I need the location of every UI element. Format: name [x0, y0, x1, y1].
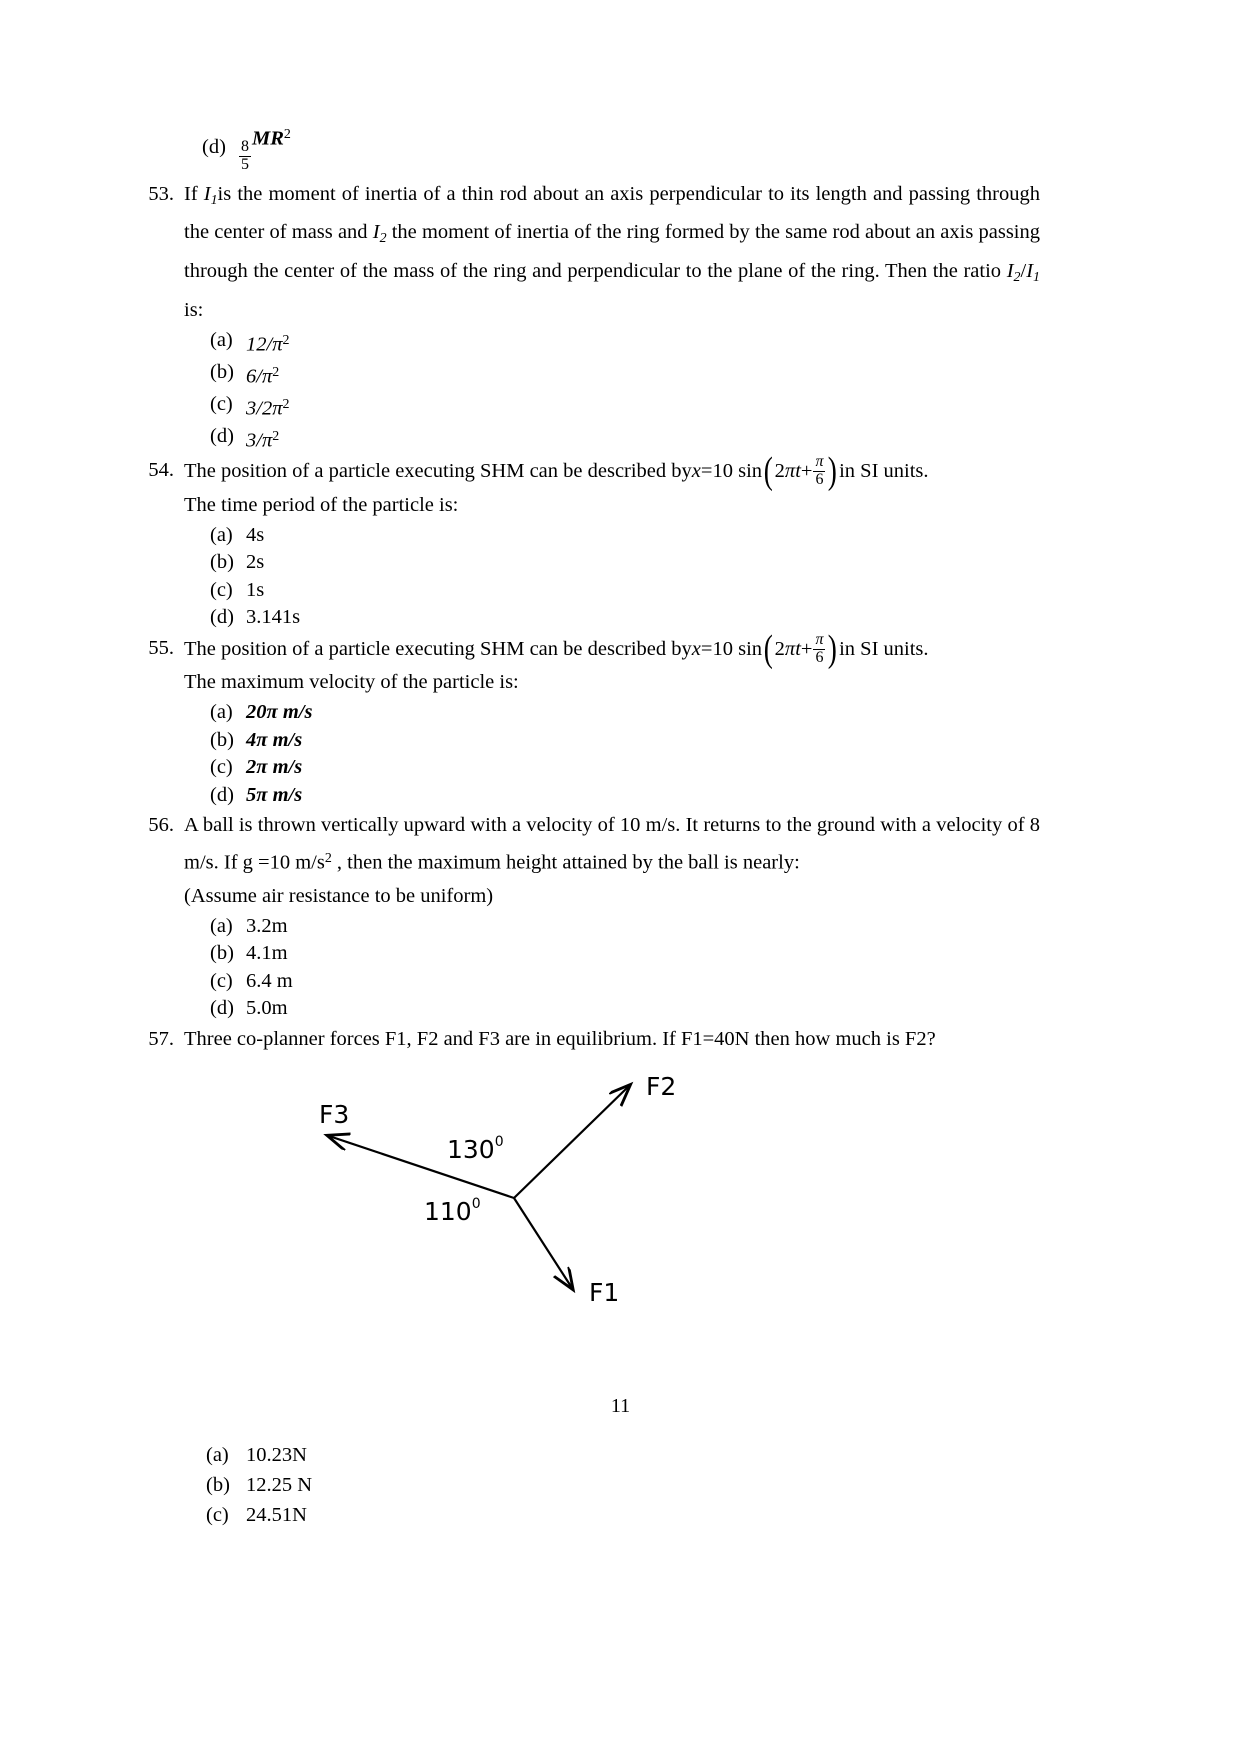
question-54: [140, 450, 1040, 632]
option-tag: (c): [206, 1503, 229, 1526]
fraction-denominator: 5: [241, 155, 249, 173]
stem-part-3: the moment of inertia of the ring formed by the same rod about an axis passing through the center of the mass of the ring and perpendicular to the plane of the ring. Then the ratio: [184, 221, 1040, 283]
question-body: [184, 627, 1040, 810]
equation-plus: +: [800, 637, 813, 660]
option-tag: (d): [202, 135, 226, 158]
option-tag: (d): [210, 997, 234, 1020]
question-number: 53.: [148, 182, 174, 205]
fraction-denominator: 6: [815, 471, 824, 489]
force-equilibrium-diagram: [184, 1058, 1084, 1348]
option-d[interactable]: [184, 604, 1040, 632]
angle-value: 130: [447, 1134, 495, 1164]
option-value: [246, 423, 279, 455]
variable-t: t: [795, 460, 801, 483]
option-value: 2π m/s: [246, 756, 303, 779]
option-tag: (a): [210, 523, 233, 546]
stem-part-4: is:: [184, 299, 204, 322]
option-base: 12/: [246, 333, 273, 356]
option-tag: (a): [210, 914, 233, 937]
exponent: 2: [282, 396, 290, 412]
options-list-54: [184, 522, 1040, 632]
option-tag: (b): [210, 942, 234, 965]
option-c[interactable]: [184, 391, 1040, 423]
option-tag: (a): [206, 1443, 229, 1466]
option-b[interactable]: [206, 1470, 1084, 1500]
stem-suffix: in SI units.: [839, 460, 929, 483]
fraction-numerator: π: [815, 630, 824, 648]
fraction-8-over-5: [239, 139, 251, 174]
option-a[interactable]: [184, 522, 1040, 550]
ratio-numerator-I: I: [1006, 260, 1014, 283]
question-number: 54.: [148, 459, 174, 482]
stem-part-2: , then the maximum height attained by the ball is nearly:: [331, 851, 800, 874]
option-d[interactable]: [184, 782, 1040, 810]
equation-equals: =: [700, 637, 713, 660]
question-body: [184, 1023, 1084, 1530]
ratio-denominator-I: I: [1026, 260, 1034, 283]
option-b[interactable]: [184, 727, 1040, 755]
option-a[interactable]: [184, 913, 1040, 941]
option-b[interactable]: [184, 940, 1040, 968]
question-number: 57.: [148, 1027, 174, 1050]
stem-part-1: If: [184, 182, 204, 205]
ratio-numerator-subscript: 2: [1013, 270, 1021, 286]
option-value: 5π m/s: [246, 783, 303, 806]
option-tag: (c): [210, 969, 233, 992]
option-c[interactable]: [184, 754, 1040, 782]
question-stem-line-2: The time period of the particle is:: [184, 493, 459, 516]
variable-I1: I: [203, 182, 211, 205]
variable-I1-subscript: 1: [210, 192, 218, 208]
option-tag: (b): [210, 728, 234, 751]
option-value: 4s: [246, 523, 265, 546]
option-value: 1s: [246, 578, 265, 601]
option-a[interactable]: [184, 699, 1040, 727]
option-base: 3/2: [246, 397, 273, 419]
equation-coefficient: 2: [774, 637, 785, 660]
option-base: 3/: [246, 428, 262, 451]
ratio-slash: /: [1020, 260, 1027, 283]
degree-superscript: 0: [471, 1195, 481, 1212]
angle-label-130: [447, 1126, 504, 1166]
fraction-denominator: 6: [815, 648, 824, 666]
equation-10sin: 10 sin: [712, 637, 763, 660]
option-tag: (b): [210, 551, 234, 574]
option-value: 24.51N: [246, 1503, 307, 1526]
question-body: [184, 450, 1040, 632]
equation-x: x: [691, 637, 701, 660]
option-value: 4π m/s: [246, 728, 303, 751]
question-56: [140, 809, 1040, 1022]
angle-label-110: [424, 1188, 481, 1228]
continuation-option-d: [140, 120, 1040, 174]
option-value: 2s: [246, 551, 265, 574]
question-stem: Three co-planner forces F1, F2 and F3 are in equilibrium. If F1=40N then how much is F2?: [184, 1027, 936, 1050]
stem-part-2: is the moment of inertia of a thin rod about an axis perpendicular to its length and passing through the center of mass and: [184, 182, 1040, 244]
pi-symbol: π: [784, 460, 796, 483]
force-label-f3: F3: [319, 1099, 350, 1129]
option-value: 4.1m: [246, 942, 288, 965]
equation-10sin: 10 sin: [712, 460, 763, 483]
options-list-53: [184, 327, 1040, 454]
option-b[interactable]: [184, 359, 1040, 391]
ratio-denominator-subscript: 1: [1033, 270, 1040, 286]
options-list-55: [184, 699, 1040, 809]
exponent: 2: [272, 364, 280, 380]
fraction-numerator: π: [815, 453, 824, 471]
force-vector-f2: [514, 1086, 629, 1198]
option-d[interactable]: [184, 995, 1040, 1023]
equation-equals: =: [700, 460, 713, 483]
exponent: 2: [282, 333, 290, 349]
option-value: [246, 327, 289, 359]
pi-symbol: π: [784, 637, 796, 660]
option-value: [238, 120, 291, 174]
option-tag: (d): [210, 783, 234, 806]
option-a[interactable]: [206, 1440, 1084, 1470]
force-label-f1: F1: [589, 1277, 620, 1307]
option-a[interactable]: [184, 327, 1040, 359]
force-vector-f1: [514, 1198, 572, 1288]
equation-plus: +: [800, 460, 813, 483]
fraction-pi-over-6: [813, 454, 825, 489]
fraction-pi-over-6: [813, 632, 825, 667]
question-53: [140, 178, 1040, 455]
question-stem: [184, 178, 1040, 328]
option-c[interactable]: [206, 1500, 1084, 1530]
equation-coefficient: 2: [774, 460, 785, 483]
question-stem-line-2: The maximum velocity of the particle is:: [184, 671, 519, 694]
question-55: [140, 627, 1040, 810]
option-tag: (d): [210, 606, 234, 629]
option-tag: (c): [210, 578, 233, 601]
expression-MR: MR: [252, 127, 284, 150]
option-value: [246, 359, 279, 391]
fraction-numerator: 8: [241, 137, 249, 155]
stem-part-1: A ball is thrown vertically upward with a velocity of 10 m/s. It returns to the ground with a velocity of 8 m/s. If g =10 m/s: [184, 814, 1040, 874]
option-tag: (a): [210, 701, 233, 724]
angle-value: 110: [424, 1196, 472, 1226]
question-body: [184, 809, 1040, 1022]
left-paren: (: [763, 627, 773, 670]
question-stem-line-1: [184, 809, 1040, 879]
page-number: 11: [610, 1395, 631, 1417]
option-tag: (a): [210, 329, 233, 352]
exponent: 2: [272, 428, 280, 444]
option-tag: (c): [210, 756, 233, 779]
pi-symbol: π: [261, 428, 273, 451]
option-value: 6.4 m: [246, 969, 293, 992]
option-base: 6/: [246, 365, 262, 388]
force-label-f2: F2: [646, 1071, 677, 1101]
pi-symbol: π: [272, 333, 283, 356]
variable-t: t: [795, 637, 801, 660]
option-tag: (c): [210, 392, 233, 415]
variable-I2: I: [372, 221, 380, 244]
exponent: 2: [283, 127, 291, 142]
question-stem-line-1: [184, 450, 929, 493]
option-value: [246, 391, 289, 423]
option-value: 12.25 N: [246, 1473, 313, 1496]
option-tag: (d): [210, 424, 234, 447]
equation-x: x: [691, 460, 701, 483]
option-c[interactable]: [184, 968, 1040, 996]
question-57: [140, 1023, 1040, 1530]
option-value: 3.2m: [246, 914, 288, 937]
force-vectors-svg: [184, 1058, 944, 1328]
stem-suffix: in SI units.: [839, 637, 929, 660]
question-stem-line-2: (Assume air resistance to be uniform): [184, 884, 494, 907]
option-value: 20π m/s: [246, 701, 313, 724]
pi-symbol: π: [261, 365, 273, 388]
options-list-56: [184, 913, 1040, 1023]
option-b[interactable]: [184, 549, 1040, 577]
pi-symbol: π: [272, 397, 283, 419]
options-list-57: [184, 1440, 1084, 1530]
degree-superscript: 0: [494, 1133, 504, 1150]
option-tag: (b): [210, 360, 234, 383]
page-content: [140, 120, 1040, 1530]
unit-exponent: 2: [324, 851, 332, 867]
option-value: 5.0m: [246, 997, 288, 1020]
option-tag: (b): [206, 1473, 230, 1496]
question-body: [184, 178, 1040, 455]
option-c[interactable]: [184, 577, 1040, 605]
option-value: 10.23N: [246, 1443, 307, 1466]
option-value: 3.141s: [246, 606, 301, 629]
right-paren: ): [828, 627, 838, 670]
option-d[interactable]: [184, 423, 1040, 455]
stem-prefix: The position of a particle executing SHM can be described by: [184, 637, 692, 660]
question-number: 55.: [148, 636, 174, 659]
question-stem-line-1: [184, 627, 929, 670]
stem-prefix: The position of a particle executing SHM can be described by: [184, 460, 692, 483]
variable-I2-subscript: 2: [379, 231, 387, 247]
right-paren: ): [828, 450, 838, 493]
left-paren: (: [763, 450, 773, 493]
question-number: 56.: [148, 814, 174, 837]
